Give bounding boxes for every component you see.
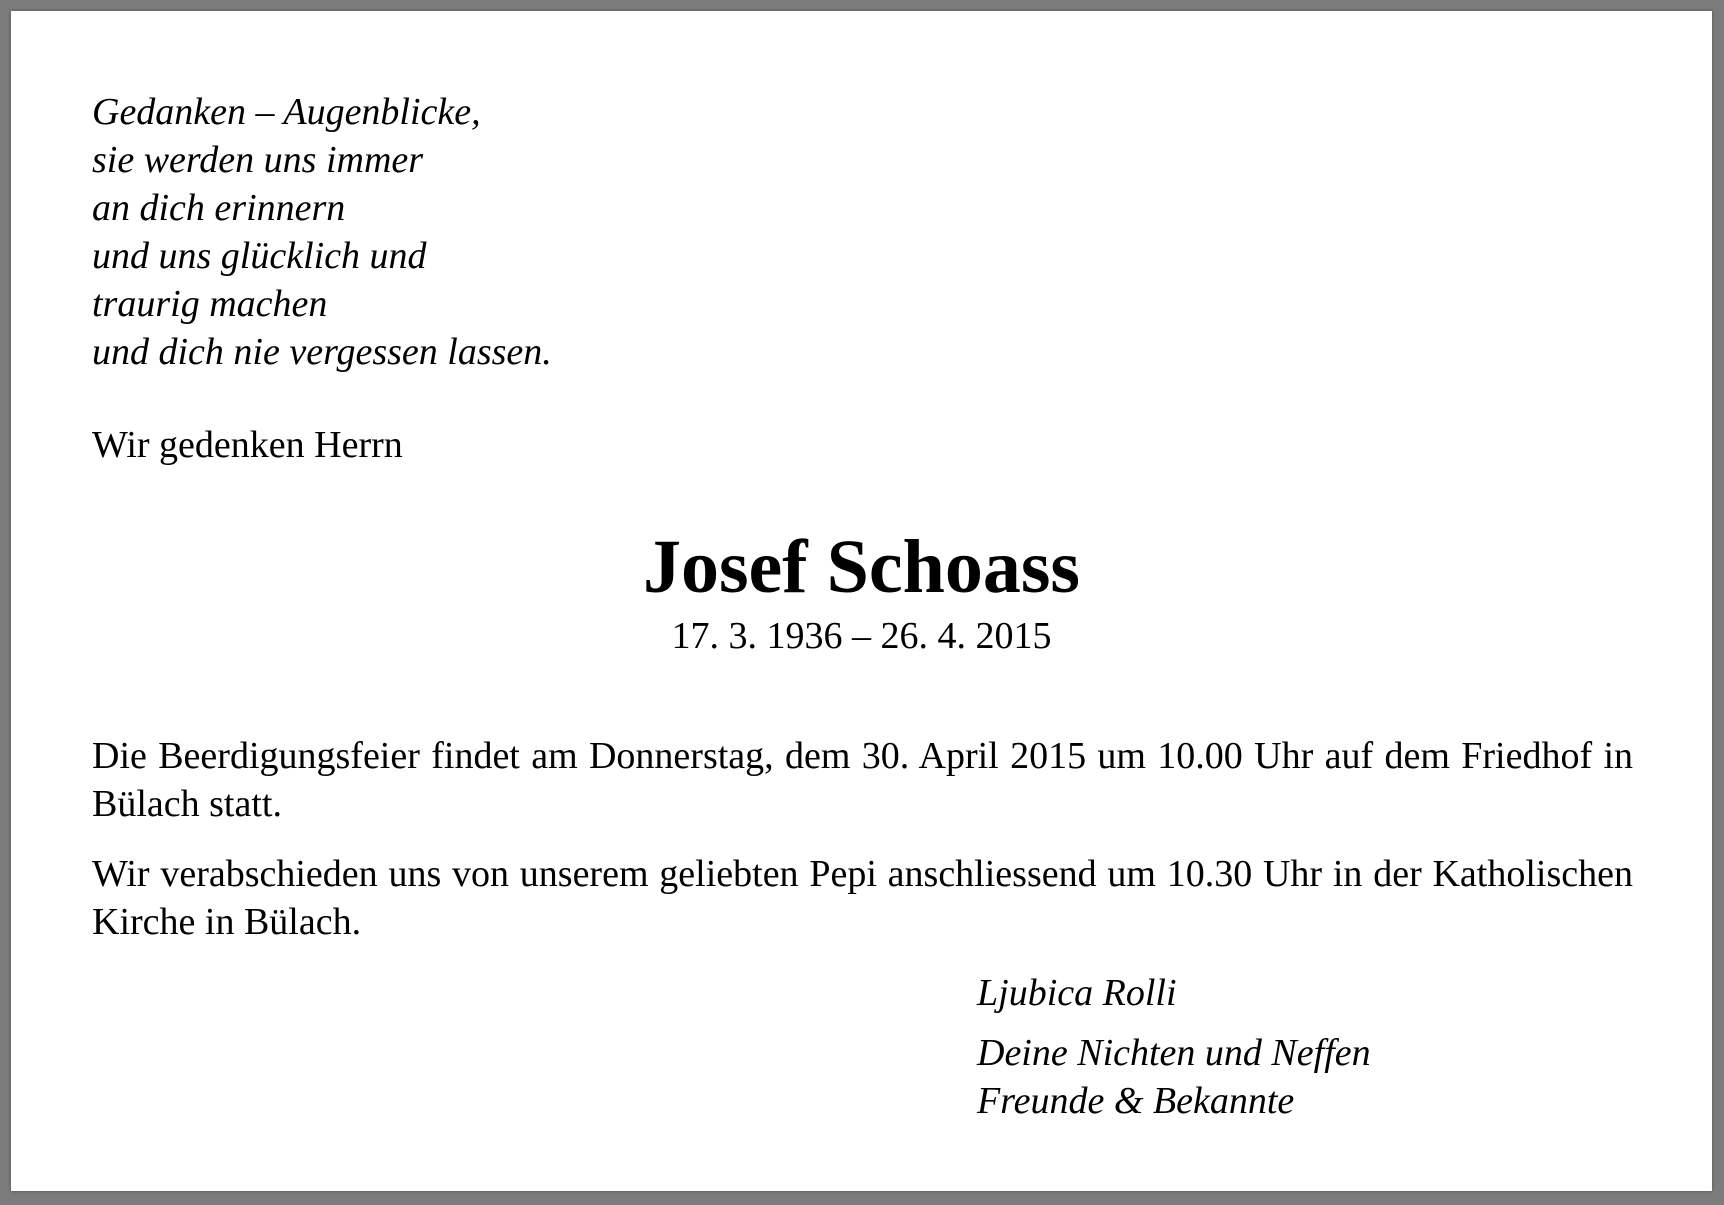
poem-line: sie werden uns immer bbox=[92, 139, 424, 181]
signers bbox=[977, 969, 1371, 1125]
poem-line: an dich erinnern bbox=[92, 187, 346, 229]
signer-name: Ljubica Rolli bbox=[977, 972, 1177, 1014]
poem bbox=[92, 88, 552, 376]
life-dates: 17. 3. 1936 – 26. 4. 2015 bbox=[671, 615, 1052, 657]
poem-line: und dich nie vergessen lassen. bbox=[92, 331, 552, 373]
poem-line: Gedanken – Augenblicke, bbox=[92, 91, 481, 133]
obituary-page bbox=[11, 11, 1712, 1191]
signer-name: Deine Nichten und Neffen bbox=[977, 1032, 1371, 1074]
deceased-name: Josef Schoass bbox=[642, 525, 1081, 609]
poem-line: und uns glücklich und bbox=[92, 235, 427, 277]
signer-name: Freunde & Bekannte bbox=[977, 1080, 1295, 1122]
poem-line: traurig machen bbox=[92, 283, 328, 325]
farewell-info-paragraph: Wir verabschieden uns von unserem geliebten Pepi anschliessend um 10.30 Uhr in der Katholischen Kirche in Bülach. bbox=[92, 853, 1633, 943]
intro-text: Wir gedenken Herrn bbox=[92, 424, 403, 466]
funeral-info-paragraph: Die Beerdigungsfeier findet am Donnerstag, dem 30. April 2015 um 10.00 Uhr auf dem Friedhof in Bülach statt. bbox=[92, 735, 1633, 825]
